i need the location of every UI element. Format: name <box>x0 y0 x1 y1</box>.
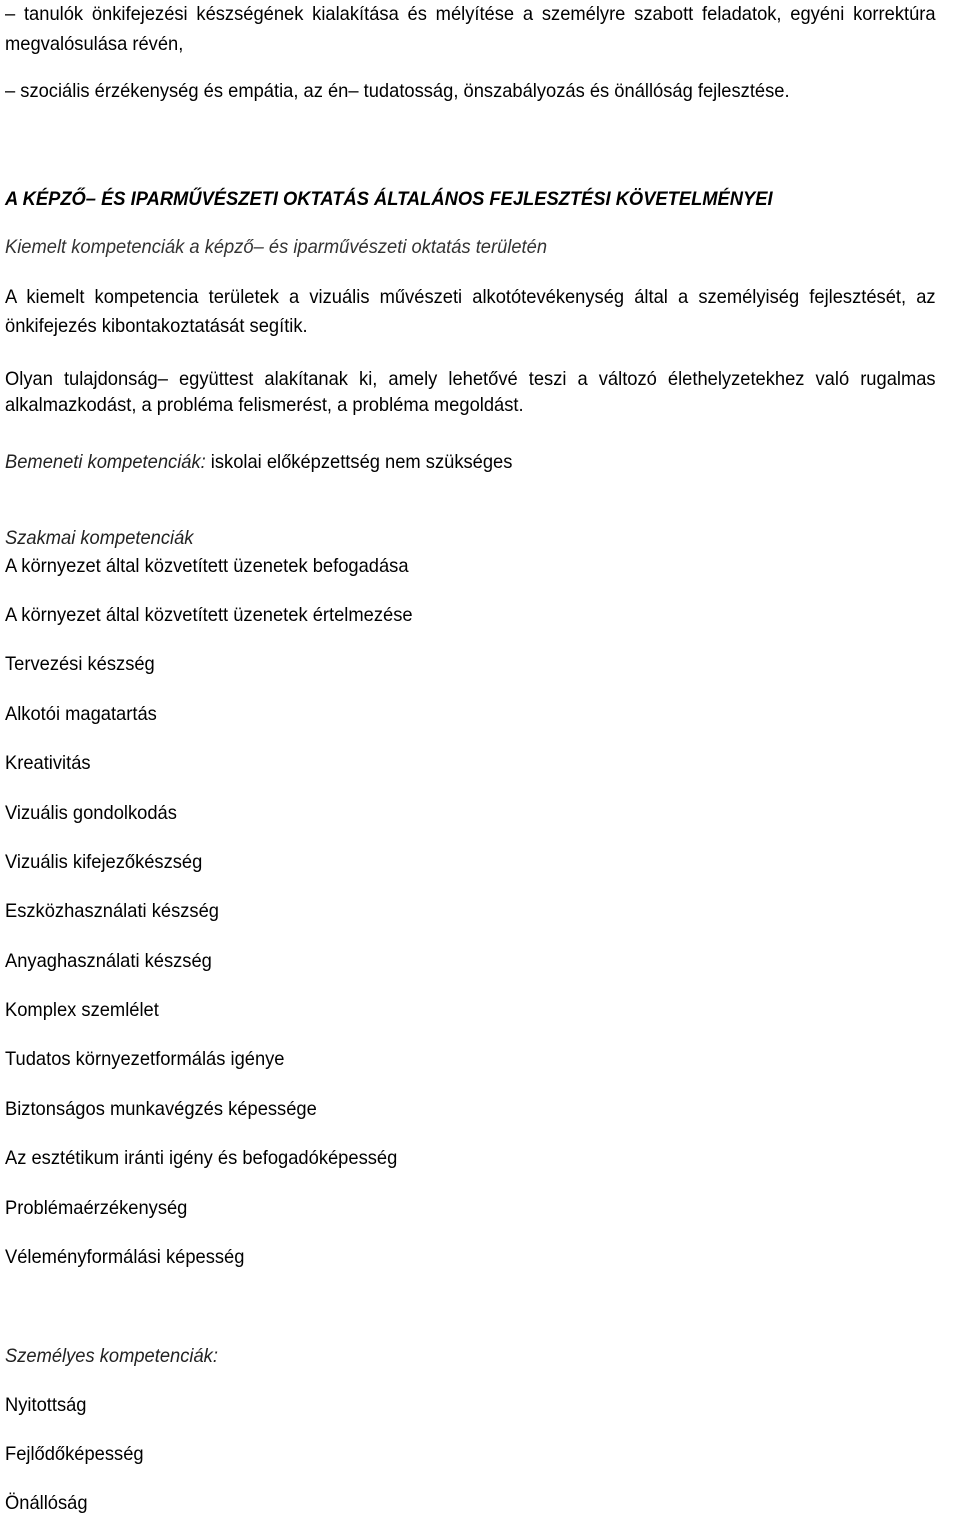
szakmai-item: Biztonságos munkavégzés képessége <box>5 1098 317 1120</box>
intro-bullet-1: – tanulók önkifejezési készségének kialakítása és mélyítése a személyre szabott feladatok, egyéni korrektúra <box>5 3 936 25</box>
szakmai-item: Az esztétikum iránti igény és befogadóképesség <box>5 1147 398 1169</box>
szakmai-item: Komplex szemlélet <box>5 999 159 1021</box>
szakmai-item: Anyaghasználati készség <box>5 950 212 972</box>
szakmai-item: Tervezési készség <box>5 653 155 675</box>
szemelyes-item: Nyitottság <box>5 1394 87 1416</box>
szemelyes-item: Önállóság <box>5 1492 88 1514</box>
szakmai-item: Alkotói magatartás <box>5 703 157 725</box>
szakmai-item: A környezet által közvetített üzenetek befogadása <box>5 555 409 577</box>
szakmai-item: Problémaérzékenység <box>5 1197 188 1219</box>
bemeneti-label: Bemeneti kompetenciák: <box>5 451 206 473</box>
szakmai-kompetenciak-heading: Szakmai kompetenciák <box>5 527 194 549</box>
bemeneti-kompetenciak <box>5 450 512 474</box>
section-subtitle: Kiemelt kompetenciák a képző– és iparművészeti oktatás területén <box>5 236 548 258</box>
szakmai-item: Vizuális kifejezőkészség <box>5 851 203 873</box>
szemelyes-item: Fejlődőképesség <box>5 1443 144 1465</box>
bemeneti-text: iskolai előképzettség nem szükséges <box>205 451 513 473</box>
szakmai-item: Véleményformálási képesség <box>5 1246 245 1268</box>
szakmai-item: A környezet által közvetített üzenetek értelmezése <box>5 604 413 626</box>
paragraph-2-line-2: alkalmazkodást, a probléma felismerést, a probléma megoldást. <box>5 394 524 416</box>
szakmai-item: Kreativitás <box>5 752 91 774</box>
szemelyes-kompetenciak-heading: Személyes kompetenciák: <box>5 1345 218 1367</box>
intro-bullet-1-continuation: megvalósulása révén, <box>5 33 184 55</box>
szakmai-item: Vizuális gondolkodás <box>5 802 177 824</box>
section-title: A KÉPZŐ– ÉS IPARMŰVÉSZETI OKTATÁS ÁLTALÁNOS FEJLESZTÉSI KÖVETELMÉNYEI <box>5 188 773 210</box>
szakmai-item: Tudatos környezetformálás igénye <box>5 1048 285 1070</box>
paragraph-1-line-2: önkifejezés kibontakoztatását segítik. <box>5 315 308 337</box>
szakmai-item: Eszközhasználati készség <box>5 900 219 922</box>
intro-bullet-2: – szociális érzékenység és empátia, az én– tudatosság, önszabályozás és önállóság fejlesztése. <box>5 80 790 102</box>
paragraph-2-line-1: Olyan tulajdonság– együttest alakítanak ki, amely lehetővé teszi a változó élethelyzetekhez való rugalmas <box>5 368 936 390</box>
paragraph-1-line-1: A kiemelt kompetencia területek a vizuális művészeti alkotótevékenység által a személyiség fejlesztését, az <box>5 286 936 308</box>
